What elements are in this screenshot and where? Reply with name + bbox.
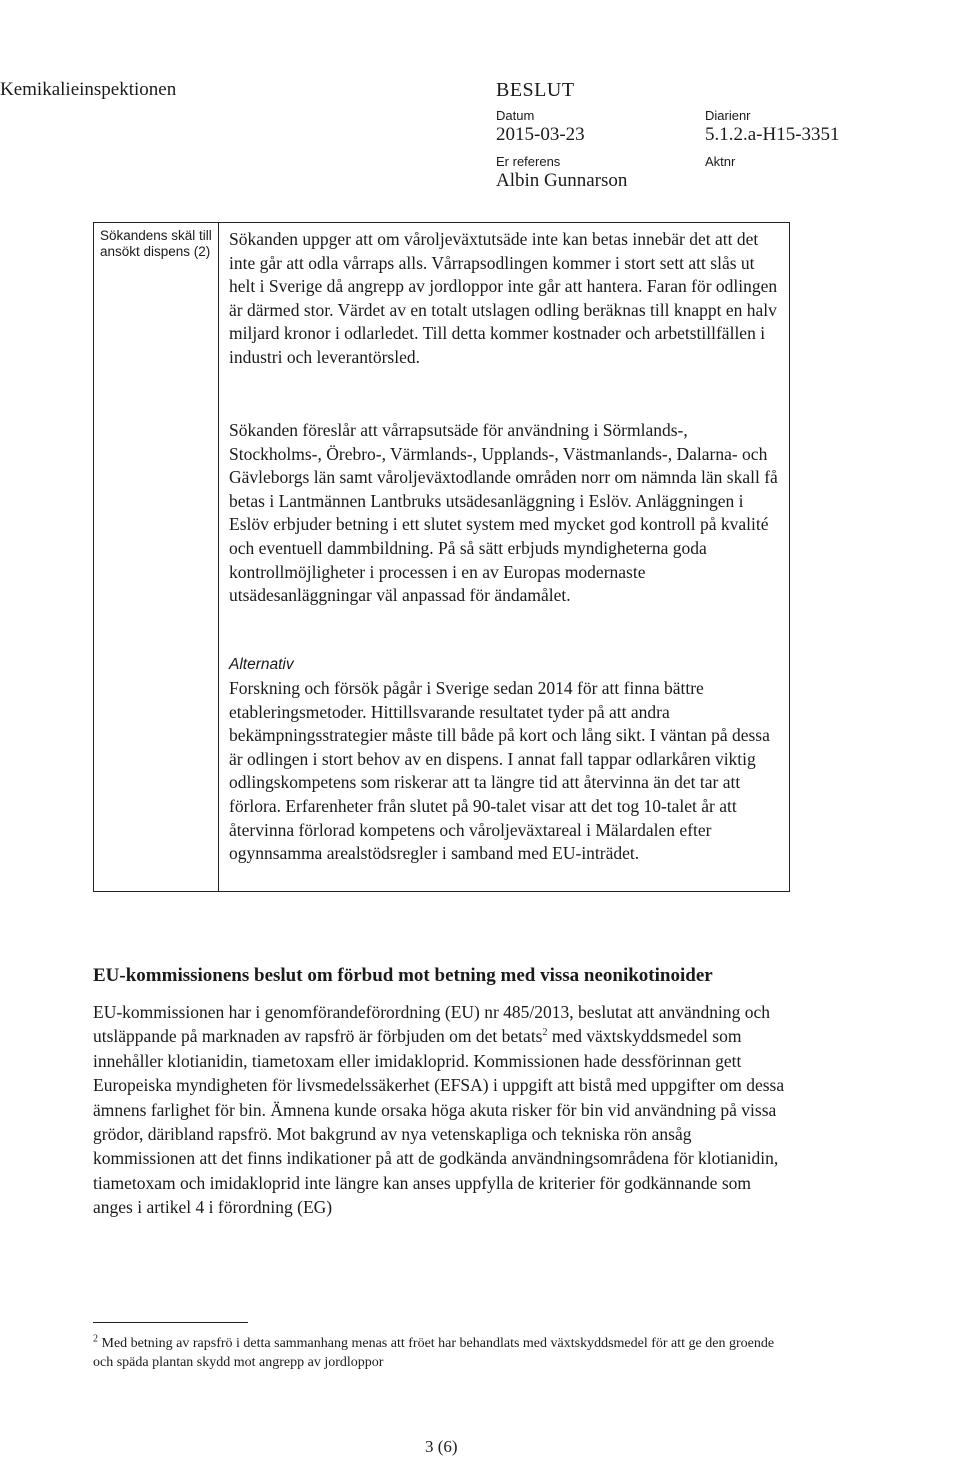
footnote bbox=[93, 1334, 793, 1372]
reference-label: Er referens bbox=[496, 154, 561, 169]
date-value: 2015-03-23 bbox=[496, 124, 585, 145]
footnote-reference: 2 bbox=[542, 1027, 548, 1039]
date-label: Datum bbox=[496, 108, 535, 123]
box-paragraph-1: Sökanden uppger att om våroljeväxtutsäde inte kan betas innebär det att det inte går att odla vårraps alls. Vårrapsodlingen kommer i stort sett att slås ut helt i Sverige då angrepp av jordloppor inte går att hantera. Faran för odlingen är därmed stor. Värdet av en totalt utslagen odling beräknas till knappt en halv miljard kronor i odlarledet. Till detta kommer kostnader och arbetstillfällen i industri och leverantörsled. bbox=[229, 229, 778, 367]
box-divider bbox=[218, 222, 219, 892]
aktnr-label: Aktnr bbox=[705, 154, 736, 169]
footnote-text: Med betning av rapsfrö i detta sammanhang menas att fröet har behandlats med växtskyddsmedel för att ge den groende och späda plantan skydd mot angrepp av jordloppor bbox=[93, 1336, 775, 1370]
box-label: Sökandens skäl till ansökt dispens (2) bbox=[100, 228, 212, 259]
section-heading: EU-kommissionens beslut om förbud mot betning med vissa neonikotinoider bbox=[93, 965, 713, 986]
box-paragraph-2: Sökanden föreslår att vårrapsutsäde för användning i Sörmlands-, Stockholms-, Örebro-, Värmlands-, Upplands-, Västmanlands-, Dalarna- och Gävleborgs län samt våroljeväxtodlande områden norr om nämnda län skall få betas i Lantmännen Lantbruks utsädesanläggning i Eslöv. Anläggningen i Eslöv erbjuder betning i ett slutet system med mycket god kontroll på kvalité och eventuell dammbildning. På så sätt erbjuds myndigheterna goda kontrollmöjligheter i processen i en av Europas modernaste utsädesanläggningar väl anpassad för ändamålet. bbox=[229, 420, 778, 606]
footnote-number: 2 bbox=[93, 1333, 98, 1345]
box-paragraph-3: Forskning och försök pågår i Sverige sedan 2014 för att finna bättre etableringsmetoder. Hittillsvarande resultatet tyder på att andra bekämpningsstrategier måste till både på kort och lång sikt. I väntan på dessa är odlingen i stort behov av en dispens. I annat fall tappar odlarkåren viktig odlingskompetens som riskerar att ta längre tid att återvinna än det tar att förlora. Erfarenheter från slutet på 90-talet visar att det tog 10-talet år att återvinna förlorad kompetens och våroljeväxtareal i Mälardalen efter ogynnsamma arealstödsregler i samband med EU-inträdet. bbox=[229, 678, 770, 864]
alternative-heading: Alternativ bbox=[229, 656, 294, 673]
organization-name: Kemikalieinspektionen bbox=[0, 79, 177, 100]
footnote-divider bbox=[93, 1322, 248, 1323]
document-type: BESLUT bbox=[496, 79, 575, 101]
section-body bbox=[93, 1000, 793, 1220]
diarienr-value: 5.1.2.a-H15-3351 bbox=[705, 124, 840, 145]
diarienr-label: Diarienr bbox=[705, 108, 751, 123]
page-number: 3 (6) bbox=[425, 1437, 458, 1456]
section-body-part-1: EU-kommissionen har i genomförandeförordning (EU) nr 485/2013, beslutat att användning och utsläppande på marknaden av rapsfrö är förbjuden om det betats bbox=[93, 1002, 770, 1047]
reference-value: Albin Gunnarson bbox=[496, 170, 628, 191]
section-body-part-2: med växtskyddsmedel som innehåller klotianidin, tiametoxam eller imidakloprid. Kommissionen hade dessförinnan gett Europeiska myndigheten för livsmedelssäkerhet (EFSA) i uppgift att bistå med uppgifter om dessa ämnens farlighet för bin. Ämnena kunde orsaka höga akuta risker för bin vid användning på vissa grödor, däribland rapsfrö. Mot bakgrund av nya vetenskapliga och tekniska rön ansåg kommissionen att det finns indikationer på att de godkända användningsområdena för klotianidin, tiametoxam och imidakloprid inte längre kan anses uppfylla de kriterier för godkännande som anges i artikel 4 i förordning (EG) bbox=[93, 1026, 785, 1218]
